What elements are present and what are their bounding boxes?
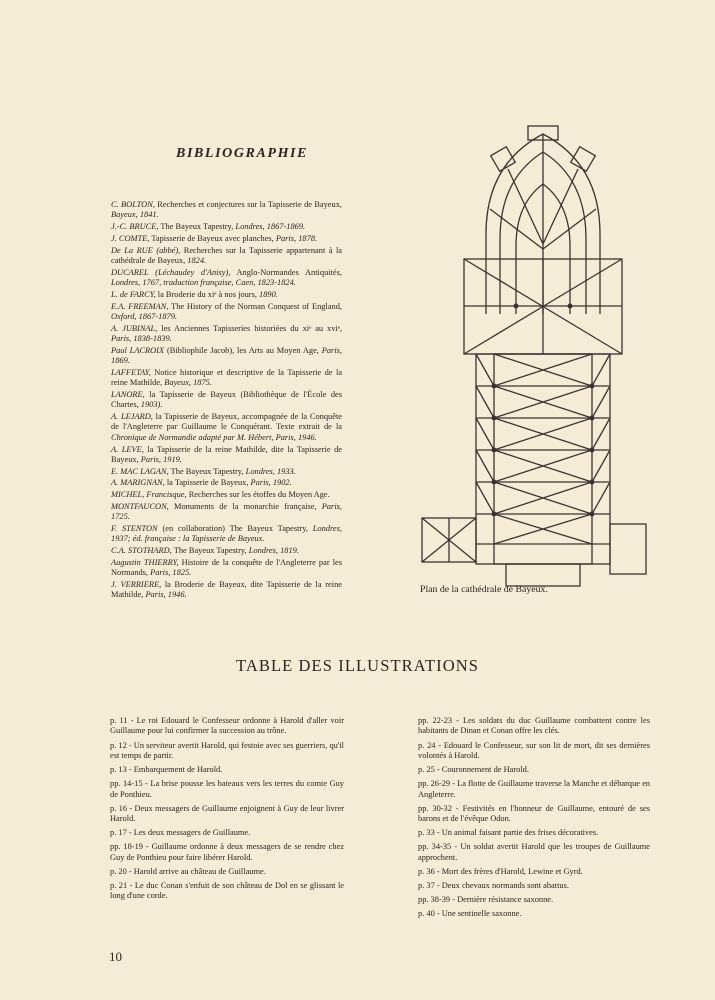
illustrations-right-column <box>418 716 650 923</box>
bibliography-entry <box>111 546 342 556</box>
bibliography-text: la Tapisserie de la reine Mathilde, dite la Tapisserie de Bayeux, <box>111 444 342 464</box>
bibliography-text: Monuments de la monarchie française, <box>168 502 322 512</box>
bibliography-entry <box>111 268 342 289</box>
bibliography-heading: BIBLIOGRAPHIE <box>176 146 309 161</box>
bibliography-text: la Broderie du xiᵉ à nos jours, <box>155 289 260 299</box>
illustration-item: pp. 34-35 - Un soldat avertit Harold que les troupes de Guillaume approchent. <box>418 842 650 862</box>
bibliography-entry <box>111 502 342 523</box>
bibliography-author: LANORE, <box>111 390 145 400</box>
illustration-item: pp. 18-19 - Guillaume ordonne à deux messagers de se rendre chez Guy de Ponthieu pour faire libérer Harold. <box>110 842 344 862</box>
cathedral-plan-drawing <box>420 124 652 588</box>
illustration-item: p. 21 - Le duc Conan s'enfuit de son château de Dol en se glissant le long d'une corde. <box>110 880 344 901</box>
bibliography-publication: 1824. <box>187 255 207 265</box>
bibliography-entry <box>111 524 342 545</box>
bibliography-author: J. VERRIERE, <box>111 580 162 590</box>
bibliography-author: A. MARIGNAN, <box>111 478 165 488</box>
bibliography-publication: Londres, 1933. <box>245 466 296 476</box>
bibliography-author: A. LEVE, <box>111 444 144 454</box>
bibliography-entry <box>111 246 342 267</box>
bibliography-entry <box>111 580 342 601</box>
bibliography-text: The History of the Norman Conquest of England, <box>168 301 343 311</box>
bibliography-author: A. LEJARD, <box>111 412 153 422</box>
bibliography-entry <box>111 368 342 389</box>
bibliography-entry <box>111 302 342 323</box>
bibliography-author: L. de FARCY, <box>111 289 156 299</box>
bibliography-entry <box>111 222 342 232</box>
bibliography-text: la Broderie de Bayeux, dite Tapisserie de la reine Mathilde, <box>111 580 342 600</box>
bibliography-author: C. BOLTON, <box>111 200 155 209</box>
bibliography-text: les Anciennes Tapisseries historiées du xiᵉ au xviᵉ, <box>157 323 343 333</box>
bibliography-entry <box>111 412 342 443</box>
illustration-item: pp. 14-15 - La brise pousse les bateaux vers les terres du comte Guy de Ponthieu. <box>110 779 344 799</box>
bibliography-author: Paul LACROIX <box>111 345 165 355</box>
bibliography-entry <box>111 200 342 221</box>
bibliography-author: F. STENTON <box>111 524 158 534</box>
page-number: 10 <box>109 949 122 964</box>
bibliography-text: Recherches sur les étoffes du Moyen Age. <box>186 490 330 500</box>
bibliography-entry <box>111 490 342 500</box>
bibliography-publication: Londres, 1819. <box>248 546 299 556</box>
illustration-item: pp. 38-39 - Dernière résistance saxonne. <box>418 894 554 904</box>
illustration-item: p. 36 - Mort des frères d'Harold, Lewine et Gyrd. <box>418 866 583 876</box>
bibliography-author: A. JUBINAL, <box>111 323 158 333</box>
illustration-item: pp. 30-32 - Festivités en l'honneur de Guillaume, entouré de ses barons et de l'évêque Odon. <box>418 803 650 823</box>
bibliography-publication: Paris, 1725. <box>111 502 342 522</box>
bibliography-text: The Bayeux Tapestry, <box>158 222 236 232</box>
bibliography-publication: Oxford, 1867-1879. <box>111 311 177 321</box>
bibliography-text: (en collaboration) The Bayeux Tapestry, <box>157 524 313 534</box>
bibliography-author: LAFFETAY, <box>111 367 151 377</box>
plan-caption: Plan de la cathédrale de Bayeux. <box>420 584 548 595</box>
illustrations-left-column <box>110 716 344 905</box>
bibliography-publication: Bayeux, 1875. <box>164 378 212 388</box>
bibliography-publication: Londres, 1767, traduction française, Caen, 1823-1824. <box>111 278 296 288</box>
bibliography-publication: Chronique de Normandie adapté par M. Hébert, Paris, 1946. <box>111 432 317 442</box>
illustrations-heading: TABLE DES ILLUSTRATIONS <box>235 656 480 675</box>
illustration-item: p. 11 - Le roi Edouard le Confesseur ordonne à Harold d'aller voir Guillaume pour lui confirmer la succession au trône. <box>110 716 344 736</box>
bibliography-entry <box>111 558 342 579</box>
bibliography-publication: Londres, 1937; éd. française : la Tapisserie de Bayeux. <box>111 524 342 544</box>
bibliography-publication: Paris, 1946. <box>145 590 187 600</box>
bibliography-text: la Tapisserie de Bayeux (Bibliothèque de l'École des Chartes, <box>111 390 342 410</box>
bibliography-text: Histoire de la conquête de l'Angleterre par les Normands, <box>111 558 342 578</box>
bibliography-text: Anglo-Normandes Antiquités, <box>230 267 342 277</box>
bibliography-publication: Paris, 1838-1839. <box>111 334 172 344</box>
bibliography-text: Recherches et conjectures sur la Tapisserie de Bayeux, <box>154 200 342 209</box>
bibliography-entry <box>111 234 342 244</box>
illustration-item: p. 12 - Un serviteur avertit Harold, qui festoie avec ses guerriers, qu'il est temps de partir. <box>110 740 344 760</box>
bibliography-text: la Tapisserie de Bayeux, accompagnée de la Conquête de l'Angleterre par Guillaume le Conquérant. Texte extrait de la <box>111 412 342 432</box>
bibliography-text: la Tapisserie de Bayeux, <box>164 478 251 488</box>
illustration-item: pp. 26-29 - La flotte de Guillaume traverse la Manche et débarque en Angleterre. <box>418 779 650 799</box>
bibliography-author: E. MAC LAGAN, <box>111 466 169 476</box>
bibliography-text: Tapisserie de Bayeux avec planches, <box>149 233 276 243</box>
bibliography-author: Augustin THIERRY, <box>111 558 179 567</box>
illustration-item: p. 40 - Une sentinelle saxonne. <box>418 908 522 918</box>
illustration-item: p. 33 - Un animal faisant partie des frises décoratives. <box>418 828 599 838</box>
bibliography-entry <box>111 290 342 300</box>
bibliography-entry <box>111 445 342 466</box>
bibliography-entry <box>111 467 342 477</box>
bibliography-publication: Paris, 1902. <box>250 478 292 488</box>
bibliography-entry <box>111 346 342 367</box>
bibliography-publication: Paris, 1869. <box>111 345 342 366</box>
bibliography-author: C.A. STOTHARD, <box>111 546 172 556</box>
bibliography-publication: 1903). <box>140 400 163 410</box>
illustration-item: p. 25 - Couronnement de Harold. <box>418 765 529 774</box>
bibliography-author: J. COMTE, <box>111 233 150 243</box>
bibliography-entry <box>111 390 342 411</box>
illustration-item: p. 37 - Deux chevaux normands sont abattus. <box>418 880 569 890</box>
bibliography-text: The Bayeux Tapestry, <box>171 546 249 556</box>
illustration-item: p. 16 - Deux messagers de Guillaume enjoignent à Guy de leur livrer Harold. <box>110 803 344 823</box>
bibliography-publication: Londres, 1867-1869. <box>235 222 306 232</box>
bibliography-publication: Bayeux, 1841. <box>111 210 159 220</box>
illustration-item: p. 20 - Harold arrive au château de Guillaume. <box>110 866 266 876</box>
bibliography-publication: Paris, 1878. <box>275 233 318 243</box>
bibliography-text: The Bayeux Tapestry, <box>168 466 246 476</box>
bibliography-author: MICHEL, Francisque, <box>111 490 187 500</box>
bibliography-entry <box>111 478 342 488</box>
bibliography-text: Recherches sur la Tapisserie appartenant à la cathédrale de Bayeux, <box>111 245 342 265</box>
illustration-item: pp. 22-23 - Les soldats du duc Guillaume combattent contre les habitants de Dinan et Conan offre les clés. <box>418 716 650 736</box>
illustration-item: p. 24 - Edouard le Confesseur, sur son lit de mort, dit ses dernières volontés à Harold. <box>418 740 650 760</box>
illustration-item: p. 13 - Embarquement de Harold. <box>110 765 223 774</box>
bibliography-entry <box>111 324 342 345</box>
bibliography-author: J.-C. BRUCE, <box>111 222 159 232</box>
bibliography-publication: Paris, 1919. <box>140 454 182 464</box>
bibliography-author: DUCAREL (Léchaudey d'Anisy), <box>111 267 231 277</box>
bibliography-author: De La RUE (abbé), <box>111 245 181 255</box>
bibliography-text: (Bibliophile Jacob), les Arts au Moyen Age, <box>164 345 322 355</box>
bibliography-publication: Paris, 1825. <box>150 568 192 578</box>
bibliography-text: Notice historique et descriptive de la Tapisserie de la reine Mathilde, <box>111 367 342 388</box>
bibliography-author: E.A. FREEMAN, <box>111 301 169 311</box>
bibliography-list <box>111 200 342 602</box>
bibliography-author: MONTFAUCON, <box>111 502 169 512</box>
illustration-item: p. 17 - Les deux messagers de Guillaume. <box>110 828 251 838</box>
bibliography-publication: 1890. <box>259 289 278 299</box>
